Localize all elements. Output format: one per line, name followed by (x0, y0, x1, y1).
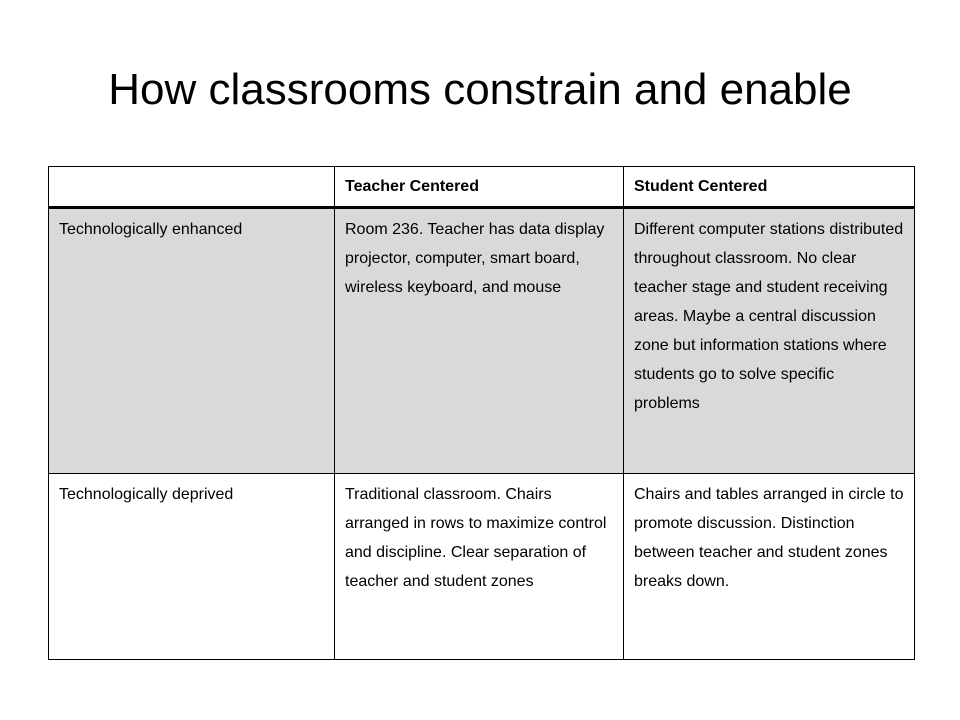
teacher-centered-text: Room 236. Teacher has data display projector, computer, smart board, wireless keyboard, and mouse (345, 221, 605, 296)
student-centered-text: Chairs and tables arranged in circle to promote discussion. Distinction between teacher and student zones breaks down. (634, 486, 904, 590)
header-cell-student-centered: Student Centered (624, 167, 915, 208)
table-row-technologically-deprived (49, 474, 915, 660)
student-centered-cell (624, 474, 915, 660)
classroom-comparison-table (48, 166, 915, 660)
teacher-centered-cell (335, 474, 624, 660)
table-row-technologically-enhanced (49, 208, 915, 474)
teacher-centered-text: Traditional classroom. Chairs arranged in rows to maximize control and discipline. Clear separation of teacher and student zones (345, 486, 607, 590)
table-header-row (49, 167, 915, 208)
slide-title: How classrooms constrain and enable (108, 65, 852, 114)
row-label: Technologically enhanced (59, 221, 243, 238)
header-cell-empty (49, 167, 335, 208)
row-label: Technologically deprived (59, 486, 234, 503)
row-label-cell (49, 474, 335, 660)
student-centered-text: Different computer stations distributed throughout classroom. No clear teacher stage and student receiving areas. Maybe a central discussion zone but information stations where students go to solve specific problems (634, 221, 904, 412)
teacher-centered-cell (335, 208, 624, 474)
student-centered-cell (624, 208, 915, 474)
header-cell-teacher-centered: Teacher Centered (335, 167, 624, 208)
row-label-cell (49, 208, 335, 474)
